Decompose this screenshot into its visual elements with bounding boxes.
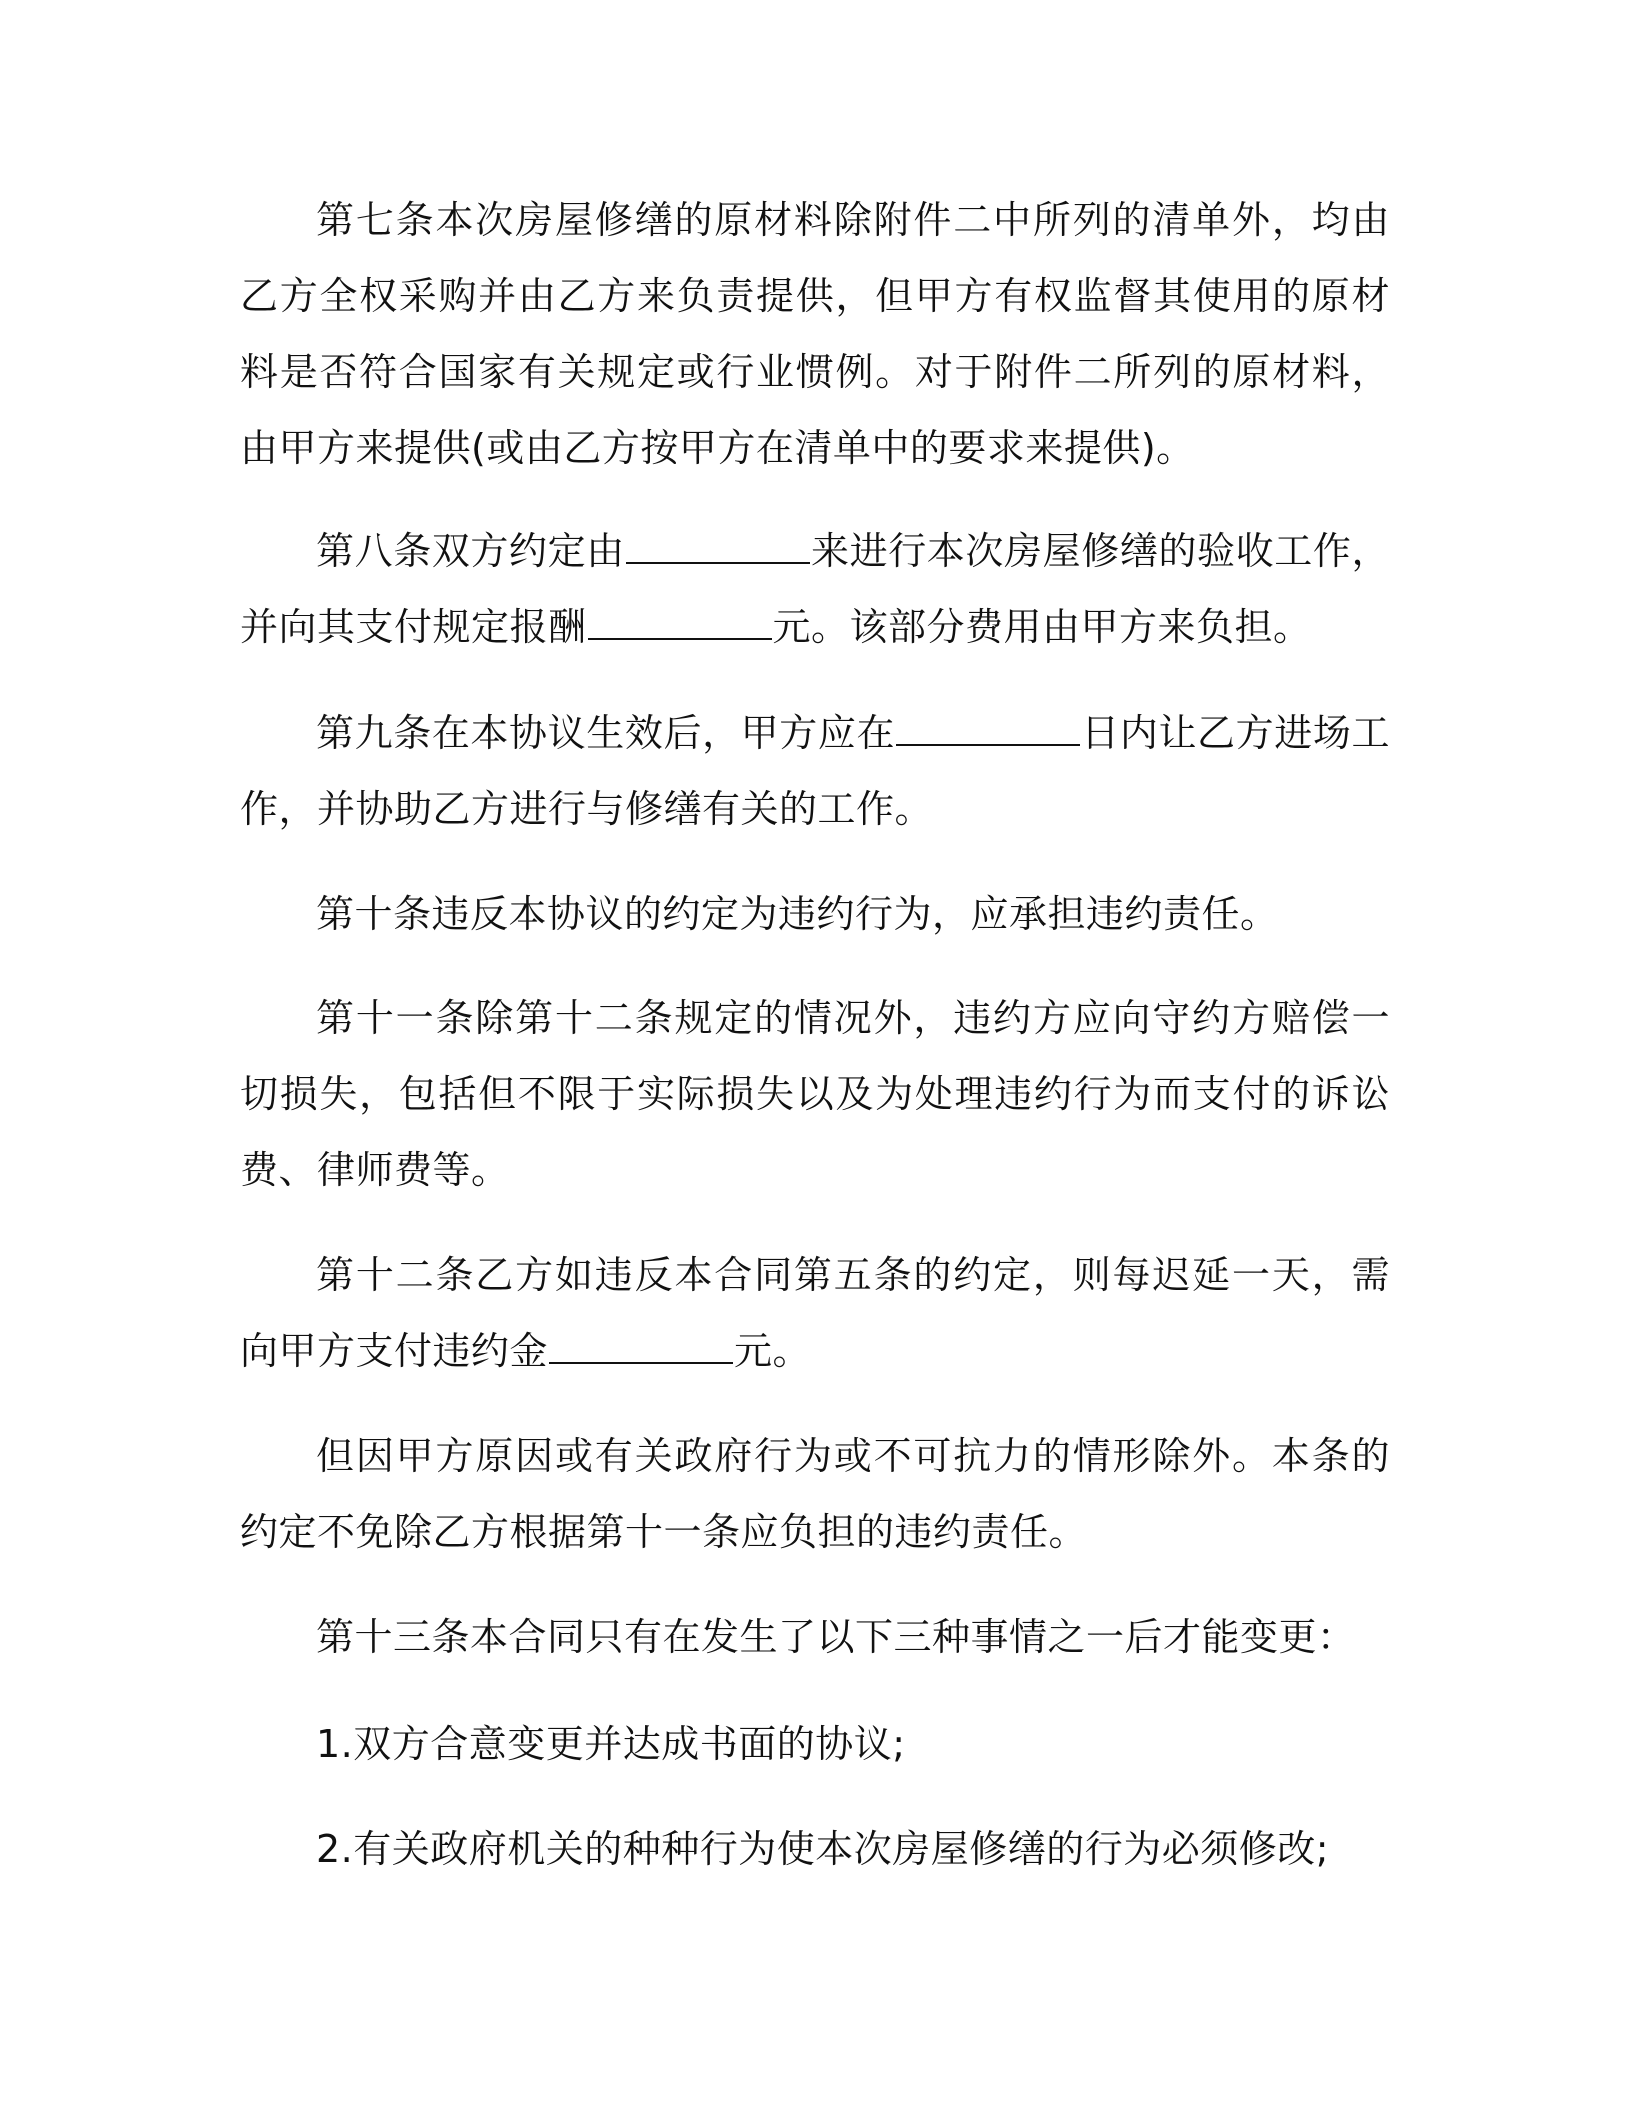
document-body xyxy=(240,182,1390,1887)
article-9-paragraph xyxy=(240,695,1390,847)
acceptance-party-blank xyxy=(626,528,810,564)
article-12-text-2: 元。 xyxy=(734,1329,812,1373)
entry-days-blank xyxy=(896,710,1080,746)
article-9-text-1: 第九条在本协议生效后，甲方应在 xyxy=(316,711,896,755)
list-item: 2.有关政府机关的种种行为使本次房屋修缮的行为必须修改; xyxy=(316,1827,1330,1871)
article-8-text-3: 元。该部分费用由甲方来负担。 xyxy=(772,605,1312,649)
article-7-paragraph: 第七条本次房屋修缮的原材料除附件二中所列的清单外，均由乙方全权采购并由乙方来负责提供，但甲方有权监督其使用的原材料是否符合国家有关规定或行业惯例。对于附件二所列的原材料，由甲方来提供(或由乙方按甲方在清单中的要求来提供)。 xyxy=(240,198,1390,470)
article-12-exception-paragraph: 但因甲方原因或有关政府行为或不可抗力的情形除外。本条的约定不免除乙方根据第十一条应负担的违约责任。 xyxy=(240,1434,1390,1554)
remuneration-amount-blank xyxy=(588,604,772,640)
article-11-paragraph: 第十一条除第十二条规定的情况外，违约方应向守约方赔偿一切损失，包括但不限于实际损失以及为处理违约行为而支付的诉讼费、律师费等。 xyxy=(240,996,1390,1192)
list-item: 1.双方合意变更并达成书面的协议; xyxy=(316,1722,906,1766)
article-8-paragraph xyxy=(240,513,1390,665)
penalty-amount-blank xyxy=(549,1328,733,1364)
article-12-paragraph xyxy=(240,1237,1390,1389)
article-13-paragraph: 第十三条本合同只有在发生了以下三种事情之一后才能变更： xyxy=(316,1615,1356,1659)
article-8-text-1: 第八条双方约定由 xyxy=(316,529,625,573)
article-8-text-2: 来进行本次房屋修缮的验收工作，并向其支付规定报酬 xyxy=(240,529,1390,649)
article-12-text-1: 第十二条乙方如违反本合同第五条的约定，则每迟延一天，需向甲方支付违约金 xyxy=(240,1253,1390,1373)
article-10-paragraph: 第十条违反本协议的约定为违约行为，应承担违约责任。 xyxy=(316,892,1279,936)
article-9-text-2: 日内让乙方进场工作，并协助乙方进行与修缮有关的工作。 xyxy=(240,711,1390,831)
